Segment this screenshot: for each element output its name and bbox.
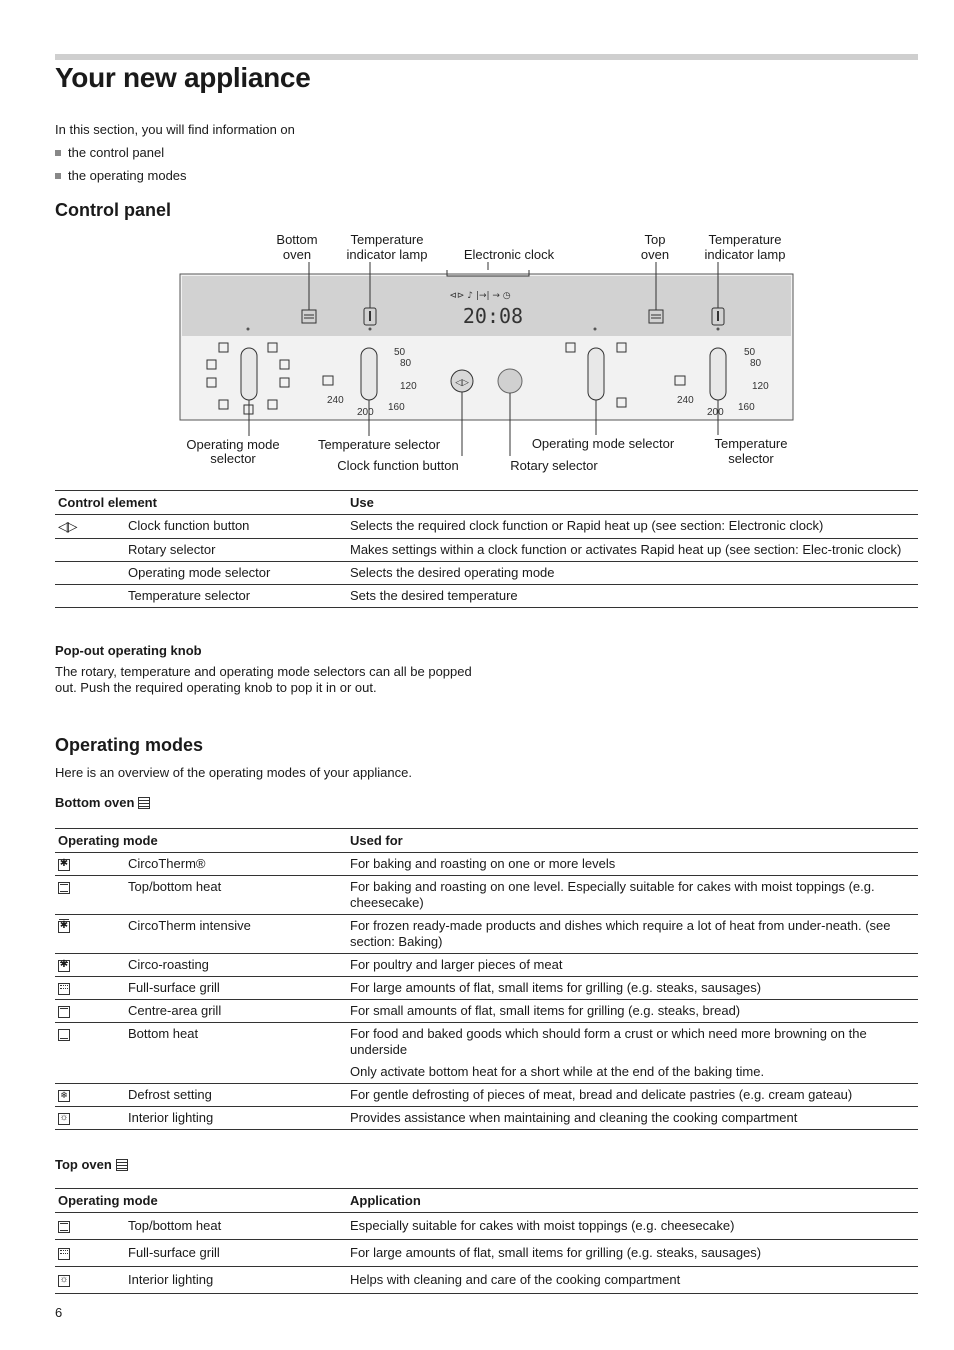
table-row: ◁▷ Clock function button Selects the required clock function or Rapid heat up (see section: Electronic clock) [55,515,918,539]
rotary-selector-knob [498,369,522,393]
label-temp-lamp-left: Temperature [350,232,424,247]
svg-text:selector: selector [210,451,256,466]
svg-text:200: 200 [357,407,374,418]
top-rule [55,54,918,60]
control-panel-heading: Control panel [55,200,171,220]
clock-function-icon: ◁▷ [58,518,76,534]
temperature-knob-right [710,348,726,400]
table-header-row [55,491,918,515]
bullet-square-icon [55,150,61,156]
svg-text:80: 80 [750,358,762,369]
label-temp-selector-right: Temperature [714,436,788,451]
svg-text:indicator lamp: indicator lamp [704,247,786,262]
label-rotary-selector: Rotary selector [510,458,598,473]
circo-roasting-icon [58,960,70,972]
svg-text:160: 160 [738,402,755,413]
bottom-oven-heading: Bottom oven [55,795,150,810]
intro-lead: In this section, you will find information on [55,122,295,137]
svg-text:◁▷: ◁▷ [455,378,469,388]
clock-display: 20:08 [462,304,524,328]
clock-symbols: ⊲⊳ ♪ |→| → ◷ [449,291,511,301]
top-oven-icon [116,1159,128,1171]
control-element-table [55,490,918,608]
label-temp-lamp-right: Temperature [708,232,782,247]
label-op-mode-left: Operating mode [186,437,280,452]
top-bottom-heat-icon [58,1221,70,1233]
top-oven-modes-table [55,1188,918,1294]
circotherm-intensive-icon [58,921,70,933]
svg-text:160: 160 [388,402,405,413]
table-header-row: Operating mode Application [55,1189,918,1213]
table-row: Full-surface grill For large amounts of flat, small items for grilling (e.g. steaks, sausages) [55,977,918,1000]
circotherm-icon [58,859,70,871]
intro-bullet: the operating modes [55,164,295,187]
svg-text:50: 50 [744,347,756,358]
interior-lighting-icon [58,1275,70,1287]
svg-text:120: 120 [752,381,769,392]
column-header: Control element [55,491,347,515]
label-clock-function-button: Clock function button [337,458,459,473]
svg-text:120: 120 [400,381,417,392]
bullet-square-icon [55,173,61,179]
table-row: ❄ Defrost setting For gentle defrosting of pieces of meat, bread and delicate pastries (e.g. cream gateau) [55,1084,918,1107]
defrost-icon [58,1090,70,1102]
table-row: ☼ Interior lighting Helps with cleaning and care of the cooking compartment [55,1267,918,1294]
popout-heading: Pop-out operating knob [55,643,202,658]
svg-text:240: 240 [677,395,694,406]
operating-mode-knob-left [241,348,257,400]
table-row: Rotary selector Makes settings within a clock function or activates Rapid heat up (see section: Elec-tronic clock) [55,539,918,562]
table-row: Operating mode selector Selects the desired operating mode [55,562,918,585]
table-header-row: Operating mode Used for [55,829,918,853]
page-title: Your new appliance [55,62,311,93]
bottom-oven-icon [138,797,150,809]
table-row: ☼ Interior lighting Provides assistance when maintaining and cleaning the cooking compartment [55,1107,918,1130]
page-number: 6 [55,1305,63,1320]
table-row: ✱ Circo-roasting For poultry and larger pieces of meat [55,954,918,977]
svg-text:200: 200 [707,407,724,418]
table-row: Temperature selector Sets the desired temperature [55,585,918,608]
svg-text:50: 50 [394,347,406,358]
bottom-oven-modes-table [55,828,918,1130]
top-oven-heading: Top oven [55,1157,128,1172]
label-electronic-clock: Electronic clock [463,247,555,262]
label-op-mode-right: Operating mode selector [531,436,675,451]
svg-text:oven: oven [282,247,312,262]
operating-modes-heading: Operating modes [55,735,204,755]
table-row: Top/bottom heat For baking and roasting on one level. Especially suitable for cakes with moist toppings (e.g. cheesecake) [55,876,918,915]
intro [55,118,295,187]
table-row: Centre-area grill For small amounts of flat, small items for grilling (e.g. steaks, bread) [55,1000,918,1023]
svg-text:oven: oven [640,247,670,262]
popout-text: The rotary, temperature and operating mode selectors can all be popped out. Push the required operating knob to pop it in or out. [55,664,472,695]
table-row: Bottom heat For food and baked goods which should form a crust or which need more browning on the underside Only activate bottom heat for a short while at the end of the baking time. [55,1023,918,1084]
temperature-knob-left [361,348,377,400]
bottom-heat-icon [58,1029,70,1041]
label-temp-selector-left: Temperature selector [317,437,441,452]
full-surface-grill-icon [58,1248,70,1260]
table-row: ✱ CircoTherm intensive For frozen ready-made products and dishes which require a lot of heat from under-neath. (see section: Baking) [55,915,918,954]
table-row: Full-surface grill For large amounts of flat, small items for grilling (e.g. steaks, sausages) [55,1240,918,1267]
label-top-oven: Top [644,232,666,247]
svg-text:80: 80 [400,358,412,369]
operating-mode-knob-right [588,348,604,400]
full-surface-grill-icon [58,983,70,995]
svg-text:indicator lamp: indicator lamp [346,247,428,262]
top-bottom-heat-icon [58,882,70,894]
svg-text:240: 240 [327,395,344,406]
table-row: Top/bottom heat Especially suitable for cakes with moist toppings (e.g. cheesecake) [55,1213,918,1240]
operating-modes-lead: Here is an overview of the operating modes of your appliance. [55,765,412,780]
column-header: Use [347,491,918,515]
svg-text:selector: selector [728,451,774,466]
table-row: ✱ CircoTherm® For baking and roasting on one or more levels [55,853,918,876]
label-bottom-oven: Bottom [276,232,318,247]
intro-bullet: the control panel [55,141,295,164]
interior-lighting-icon [58,1113,70,1125]
control-panel-diagram [55,228,918,478]
centre-area-grill-icon [58,1006,70,1018]
